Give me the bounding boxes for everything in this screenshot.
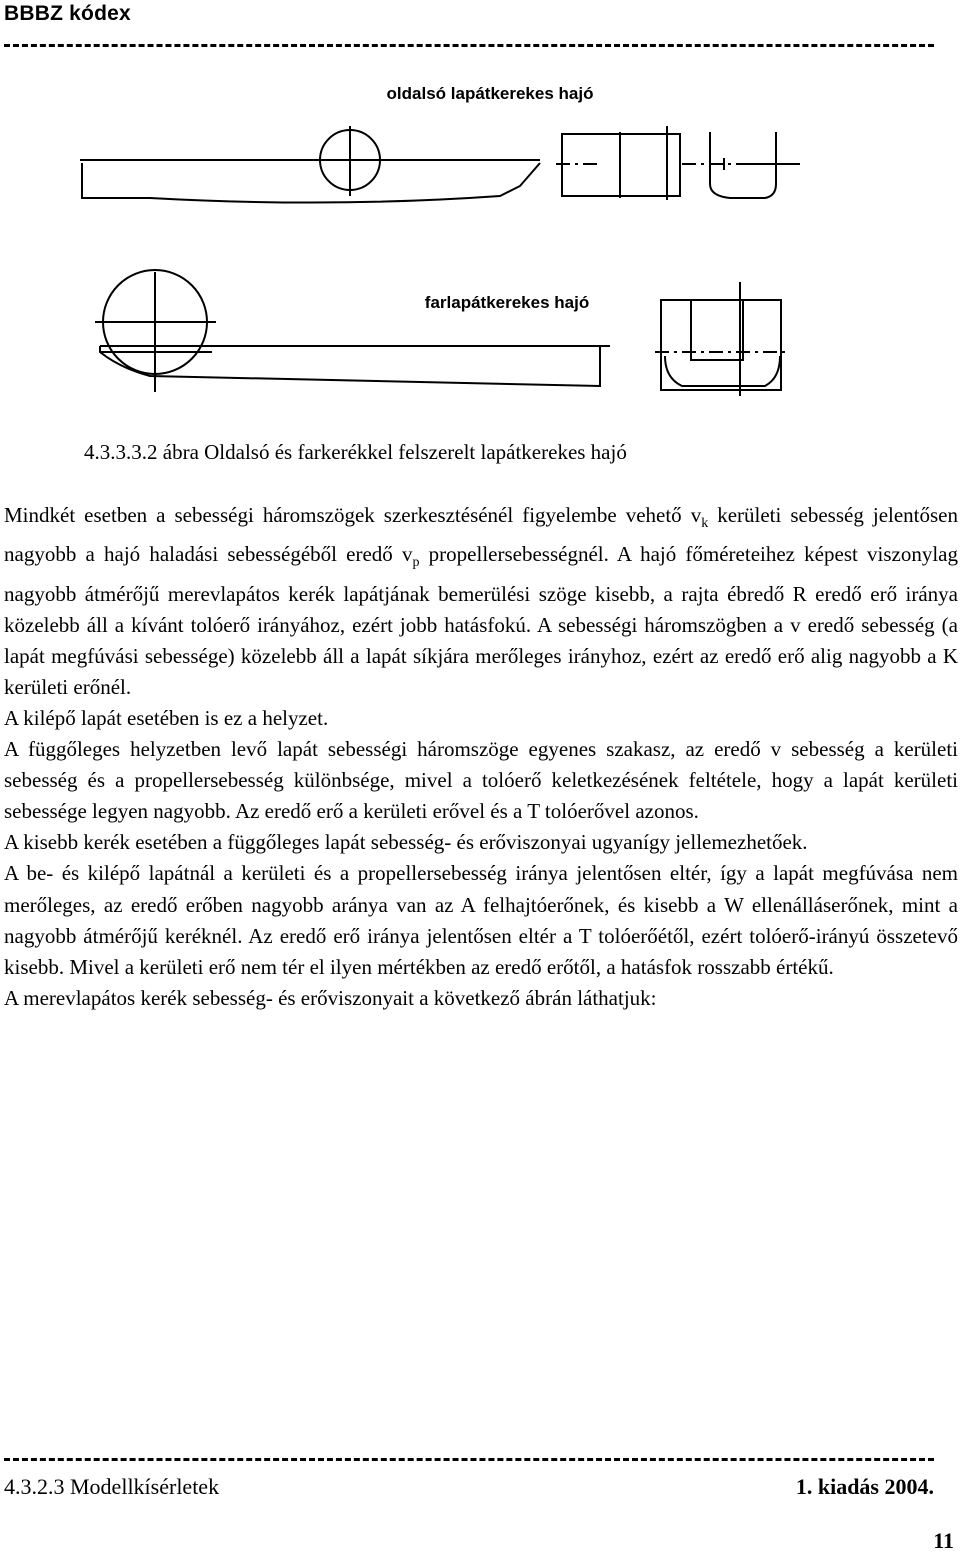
paragraph-1-text-b: kerületi sebesség jelentősen nagyobb a hajó haladási sebességéből eredő v [4,503,958,567]
paddle-steamer-figure [0,60,960,440]
body-text [4,500,958,1014]
paragraph-1-text-c: propellersebességnél. A hajó főméreteihez képest viszonylag nagyobb átmérőjű merevlapátos kerék lapátjának bemerülési szöge kisebb, a rajta ébredő R eredő erő iránya közelebb áll a kívánt tolóerő irányához, ezért jobb hatásfokú. A sebességi háromszögben a v eredő sebesség (a lapát megfúvási sebessége) közelebb áll a lapát síkjára merőleges irányhoz, ezért az eredő erő alig nagyobb a K kerületi erőnél. [4,542,958,699]
document-header-title: BBBZ kódex [4,2,131,25]
paragraph-5: A be- és kilépő lapátnál a kerületi és a propellersebesség iránya jelentősen eltér, így a lapát megfúvása nem merőleges, az eredő erőben nagyobb aránya van az A felhajtóerőnek, és kisebb a W ellenálláserőnek, mint a nagyobb átmérőjű keréknél. Az eredő erő iránya jelentősen eltér a T tolóerőétől, ezért tolóerő-irányú összetevő kisebb. Mivel a kerületi erő nem tér el ilyen mértékben az eredő erőtől, a hatásfok rosszabb értékű. [4,861,958,979]
footer-section-title: 4.3.2.3 Modellkísérletek [4,1474,220,1499]
footer-divider [4,1458,934,1461]
page-number: 11 [933,1528,954,1553]
paragraph-3: A függőleges helyzetben levő lapát sebességi háromszöge egyenes szakasz, az eredő v sebesség a kerületi sebesség és a propellersebesség különbsége, mivel a tolóerő keletkezésének feltétele, hogy a lapát kerületi sebessége legyen nagyobb. Az eredő erő a kerületi erővel és a T tolóerővel azonos. [4,737,958,824]
stern-wheel-cross-sections [655,282,790,396]
subscript-p: p [412,555,420,571]
footer-edition: 1. kiadás 2004. [795,1474,934,1499]
side-wheel-cross-sections [556,126,800,200]
paragraph-1-text-a: Mindkét esetben a sebességi háromszögek szerkesztésénél figyelembe vehető v [4,503,702,527]
subscript-k: k [701,516,709,532]
paragraph-6: A merevlapátos kerék sebesség- és erőviszonyait a következő ábrán láthatjuk: [4,985,657,1010]
stern-wheel-ship-profile [95,270,610,392]
paragraph-4: A kisebb kerék esetében a függőleges lapát sebesség- és erőviszonyai ugyanígy jellemezhetőek. [4,830,808,855]
header-divider [4,44,934,47]
paragraph-1 [4,500,958,703]
figure-caption: 4.3.3.3.2 ábra Oldalsó és farkerékkel felszerelt lapátkerekes hajó [84,440,627,464]
figure-label-side-wheel: oldalsó lapátkerekes hajó [386,84,594,103]
figure-label-stern-wheel: farlapátkerekes hajó [424,293,590,312]
paragraph-2: A kilépő lapát esetében is ez a helyzet. [4,705,329,730]
side-wheel-ship-profile [80,126,540,203]
